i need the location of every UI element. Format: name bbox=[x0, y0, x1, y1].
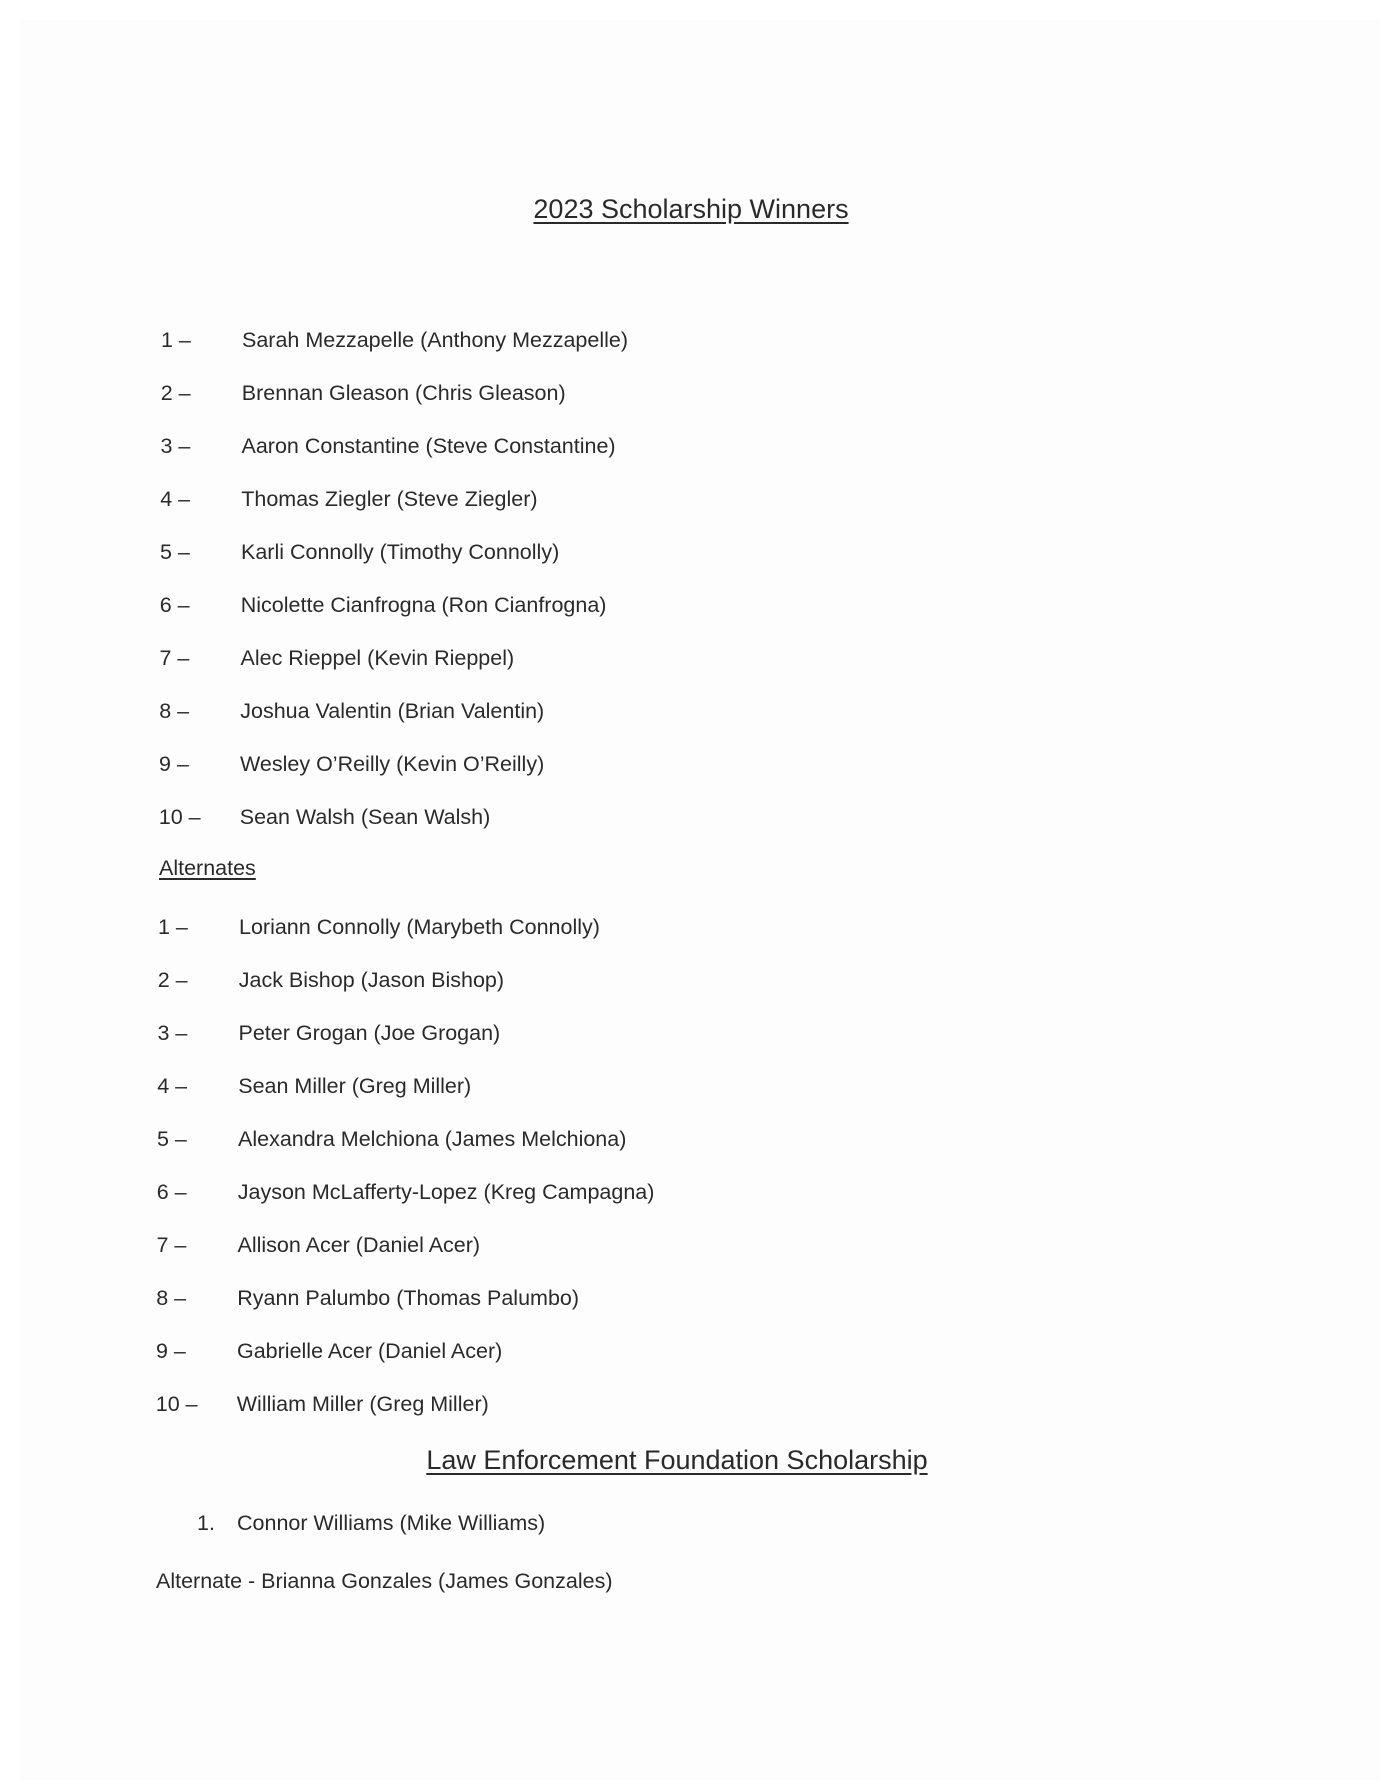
list-number: 3 – bbox=[160, 434, 191, 458]
list-name: Sean Walsh (Sean Walsh) bbox=[239, 805, 491, 829]
list-number: 9 – bbox=[159, 752, 189, 776]
list-name: Brennan Gleason (Chris Gleason) bbox=[241, 381, 566, 405]
lef-winner-number: 1. bbox=[197, 1511, 215, 1535]
list-name: Peter Grogan (Joe Grogan) bbox=[238, 1021, 501, 1045]
page-title: 2023 Scholarship Winners bbox=[533, 194, 849, 224]
list-number: 8 – bbox=[156, 1286, 187, 1310]
list-name: Alec Rieppel (Kevin Rieppel) bbox=[240, 646, 515, 670]
list-number: 1 – bbox=[161, 328, 191, 352]
list-name: Sean Miller (Greg Miller) bbox=[238, 1074, 472, 1098]
list-number: 3 – bbox=[157, 1021, 188, 1045]
list-number: 6 – bbox=[156, 1180, 187, 1204]
list-name: Alexandra Melchiona (James Melchiona) bbox=[238, 1127, 627, 1151]
list-number: 10 – bbox=[158, 805, 201, 829]
lef-winner-name: Connor Williams (Mike Williams) bbox=[237, 1511, 546, 1535]
list-name: Allison Acer (Daniel Acer) bbox=[237, 1233, 481, 1257]
list-name: Wesley O’Reilly (Kevin O’Reilly) bbox=[240, 752, 545, 776]
list-number: 2 – bbox=[157, 968, 188, 992]
list-name: William Miller (Greg Miller) bbox=[236, 1392, 489, 1416]
list-name: Loriann Connolly (Marybeth Connolly) bbox=[239, 915, 600, 939]
document-page bbox=[20, 20, 1380, 1780]
list-number: 5 – bbox=[157, 1127, 187, 1151]
list-name: Nicolette Cianfrogna (Ron Cianfrogna) bbox=[240, 593, 607, 617]
list-number: 4 – bbox=[157, 1074, 188, 1098]
list-number: 4 – bbox=[160, 487, 191, 511]
list-name: Jack Bishop (Jason Bishop) bbox=[238, 968, 505, 992]
list-name: Jayson McLafferty-Lopez (Kreg Campagna) bbox=[237, 1180, 655, 1204]
list-number: 6 – bbox=[159, 593, 190, 617]
list-number: 7 – bbox=[159, 646, 190, 670]
lef-alternate: Alternate - Brianna Gonzales (James Gonzales) bbox=[156, 1569, 613, 1593]
list-name: Aaron Constantine (Steve Constantine) bbox=[241, 434, 616, 458]
list-name: Sarah Mezzapelle (Anthony Mezzapelle) bbox=[242, 328, 629, 352]
alternates-heading: Alternates bbox=[159, 856, 256, 880]
list-name: Joshua Valentin (Brian Valentin) bbox=[240, 699, 545, 723]
list-number: 10 – bbox=[155, 1392, 198, 1416]
list-number: 8 – bbox=[159, 699, 190, 723]
list-name: Ryann Palumbo (Thomas Palumbo) bbox=[237, 1286, 580, 1310]
list-number: 5 – bbox=[160, 540, 190, 564]
list-number: 9 – bbox=[156, 1339, 186, 1363]
list-number: 1 – bbox=[158, 915, 188, 939]
list-name: Gabrielle Acer (Daniel Acer) bbox=[237, 1339, 503, 1363]
list-number: 2 – bbox=[160, 381, 191, 405]
list-number: 7 – bbox=[156, 1233, 187, 1257]
lef-title: Law Enforcement Foundation Scholarship bbox=[426, 1445, 928, 1475]
list-name: Karli Connolly (Timothy Connolly) bbox=[241, 540, 560, 564]
list-name: Thomas Ziegler (Steve Ziegler) bbox=[241, 487, 538, 511]
